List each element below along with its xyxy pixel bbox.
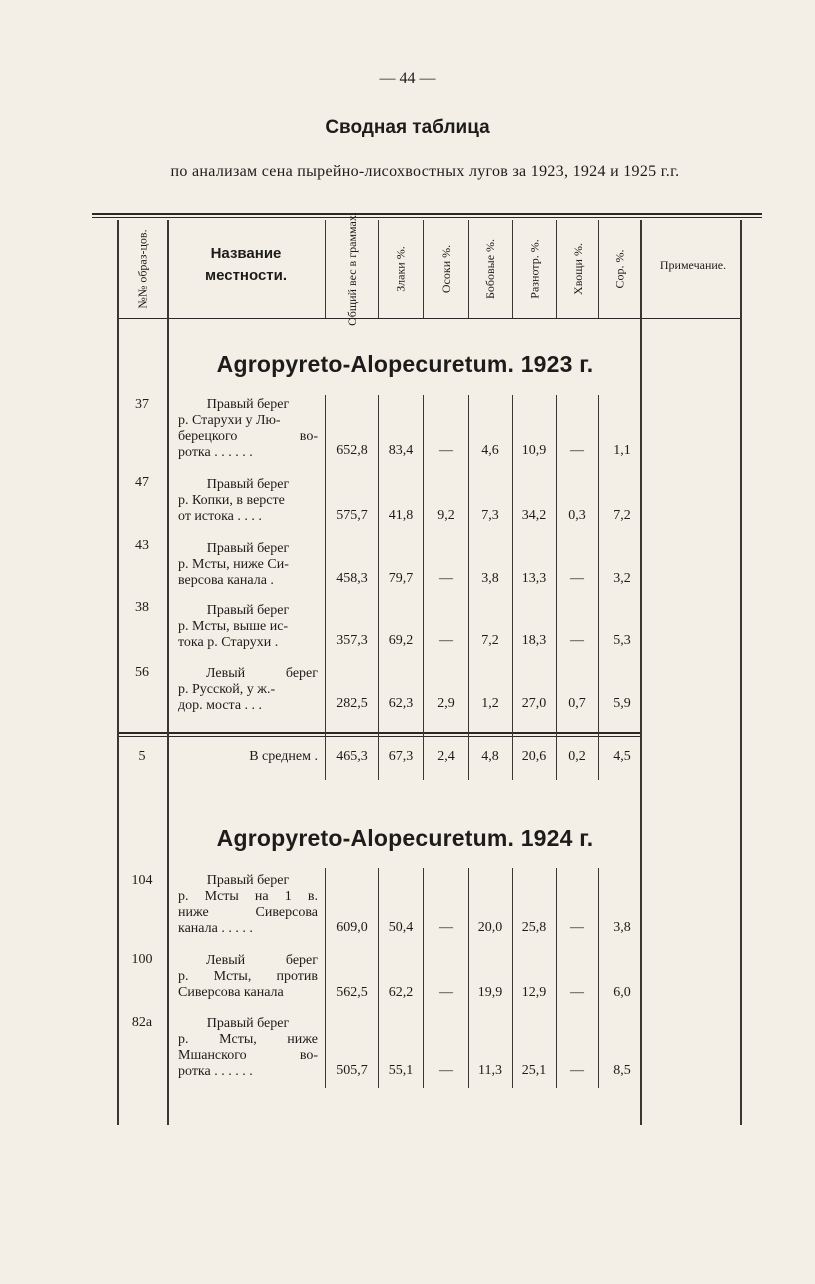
cereals-value: 62,3: [388, 696, 414, 711]
column-line: [556, 868, 557, 1088]
column-line: [468, 868, 469, 1088]
column-line: [740, 220, 742, 1125]
sample-number: 82а: [131, 1015, 153, 1030]
location-name: Правый берег р. Копки, в версте от истока . . . .: [178, 477, 290, 524]
legumes-value: 7,3: [481, 508, 499, 523]
location-name: Левый берег р. Мсты, против Сиверсова канала: [178, 953, 318, 1000]
average-label: В среднем .: [249, 749, 318, 764]
sample-number: 43: [135, 538, 149, 553]
cereals-value: 55,1: [388, 1063, 414, 1078]
total-weight-value: 575,7: [336, 508, 368, 523]
horsetails-value: —: [570, 443, 584, 458]
sedges-value: —: [439, 571, 453, 586]
average-sedges: 2,4: [437, 749, 455, 764]
column-line: [598, 868, 599, 1088]
horsetails-value: 0,7: [568, 696, 586, 711]
horsetails-value: —: [570, 985, 584, 1000]
column-line: [512, 868, 513, 1088]
total-weight-value: 505,7: [336, 1063, 368, 1078]
location-name: Правый берег р. Мсты, ниже Си- версова канала .: [178, 541, 290, 588]
weeds-value: 5,9: [613, 696, 631, 711]
forbs-value: 25,8: [521, 920, 547, 935]
average-horsetails: 0,2: [568, 749, 586, 764]
forbs-value: 13,3: [521, 571, 547, 586]
header-sample-number: №№ образ-цов.: [135, 229, 150, 309]
total-weight-value: 282,5: [336, 696, 368, 711]
location-name: Левый берег р. Русской, у ж.- дор. моста . . .: [178, 666, 318, 713]
sedges-value: 2,9: [437, 696, 455, 711]
weeds-value: 8,5: [613, 1063, 631, 1078]
sedges-value: —: [439, 920, 453, 935]
cereals-value: 79,7: [388, 571, 414, 586]
header-bottom-rule: [117, 318, 741, 319]
legumes-value: 20,0: [477, 920, 503, 935]
legumes-value: 19,9: [477, 985, 503, 1000]
average-sample-count: 5: [138, 749, 146, 764]
sample-number: 47: [135, 475, 149, 490]
header-total-weight: Общий вес в граммах.: [345, 212, 359, 326]
total-weight-value: 357,3: [336, 633, 368, 648]
column-line: [325, 868, 326, 1088]
total-weight-value: 562,5: [336, 985, 368, 1000]
average-total-weight: 465,3: [336, 749, 368, 764]
sample-number: 104: [131, 873, 153, 888]
header-cereals: Злаки %.: [394, 246, 409, 292]
sedges-value: —: [439, 443, 453, 458]
column-line: [167, 220, 169, 1125]
header-forbs: Разнотр. %.: [527, 239, 542, 299]
page-number: — 44 —: [379, 70, 436, 87]
section-title: Agropyreto-Alopecuretum. 1923 г.: [216, 351, 594, 377]
sample-number: 100: [131, 952, 153, 967]
table-top-rule: [92, 213, 762, 215]
horsetails-value: —: [570, 1063, 584, 1078]
total-weight-value: 458,3: [336, 571, 368, 586]
cereals-value: 83,4: [388, 443, 414, 458]
weeds-value: 3,2: [613, 571, 631, 586]
header-legumes: Бобовые %.: [483, 238, 498, 300]
header-weeds: Сор. %.: [612, 249, 627, 289]
weeds-value: 1,1: [613, 443, 631, 458]
average-legumes: 4,8: [481, 749, 499, 764]
average-weeds: 4,5: [613, 749, 631, 764]
weeds-value: 6,0: [613, 985, 631, 1000]
page-title: Сводная таблица: [325, 117, 490, 138]
cereals-value: 50,4: [388, 920, 414, 935]
header-sedges: Осоки %.: [439, 244, 453, 294]
column-line: [423, 868, 424, 1088]
location-name: Правый берег р. Старухи у Лю- берецкого во- ротка . . . . . .: [178, 397, 318, 460]
sample-number: 56: [135, 665, 149, 680]
total-weight-value: 652,8: [336, 443, 368, 458]
average-forbs: 20,6: [521, 749, 547, 764]
table-top-rule-thin: [92, 217, 762, 218]
forbs-value: 34,2: [521, 508, 547, 523]
column-line: [378, 868, 379, 1088]
legumes-value: 4,6: [481, 443, 499, 458]
weeds-value: 7,2: [613, 508, 631, 523]
forbs-value: 25,1: [521, 1063, 547, 1078]
location-name: Правый берег р. Мсты на 1 в. ниже Сиверсова канала . . . . .: [178, 873, 318, 936]
legumes-value: 1,2: [481, 696, 499, 711]
section-title: Agropyreto-Alopecuretum. 1924 г.: [216, 825, 594, 851]
horsetails-value: —: [570, 571, 584, 586]
page-subtitle: по анализам сена пырейно-лисохвостных лугов за 1923, 1924 и 1925 г.г.: [170, 163, 680, 180]
sedges-value: —: [439, 985, 453, 1000]
legumes-value: 3,8: [481, 571, 499, 586]
sample-number: 37: [135, 397, 149, 412]
forbs-value: 12,9: [521, 985, 547, 1000]
horsetails-value: 0,3: [568, 508, 586, 523]
header-note: Примечание.: [659, 258, 727, 272]
header-location-name: Название местности.: [204, 245, 288, 284]
sedges-value: —: [439, 1063, 453, 1078]
cereals-value: 62,2: [388, 985, 414, 1000]
average-cereals: 67,3: [388, 749, 414, 764]
horsetails-value: —: [570, 920, 584, 935]
weeds-value: 3,8: [613, 920, 631, 935]
forbs-value: 10,9: [521, 443, 547, 458]
average-top-rule: [117, 732, 641, 734]
sedges-value: 9,2: [437, 508, 455, 523]
weeds-value: 5,3: [613, 633, 631, 648]
location-name: Правый берег р. Мсты, выше ис- тока р. Старухи .: [178, 603, 290, 650]
forbs-value: 27,0: [521, 696, 547, 711]
legumes-value: 11,3: [478, 1063, 502, 1078]
total-weight-value: 609,0: [336, 920, 368, 935]
legumes-value: 7,2: [481, 633, 499, 648]
cereals-value: 69,2: [388, 633, 414, 648]
horsetails-value: —: [570, 633, 584, 648]
forbs-value: 18,3: [521, 633, 547, 648]
average-top-rule-thin: [117, 736, 641, 737]
sample-number: 38: [135, 600, 149, 615]
sedges-value: —: [439, 633, 453, 648]
header-horsetails: Хвощи %.: [570, 243, 585, 295]
cereals-value: 41,8: [388, 508, 414, 523]
location-name: Правый берег р. Мсты, ниже Мшанского во- ротка . . . . . .: [178, 1016, 318, 1079]
